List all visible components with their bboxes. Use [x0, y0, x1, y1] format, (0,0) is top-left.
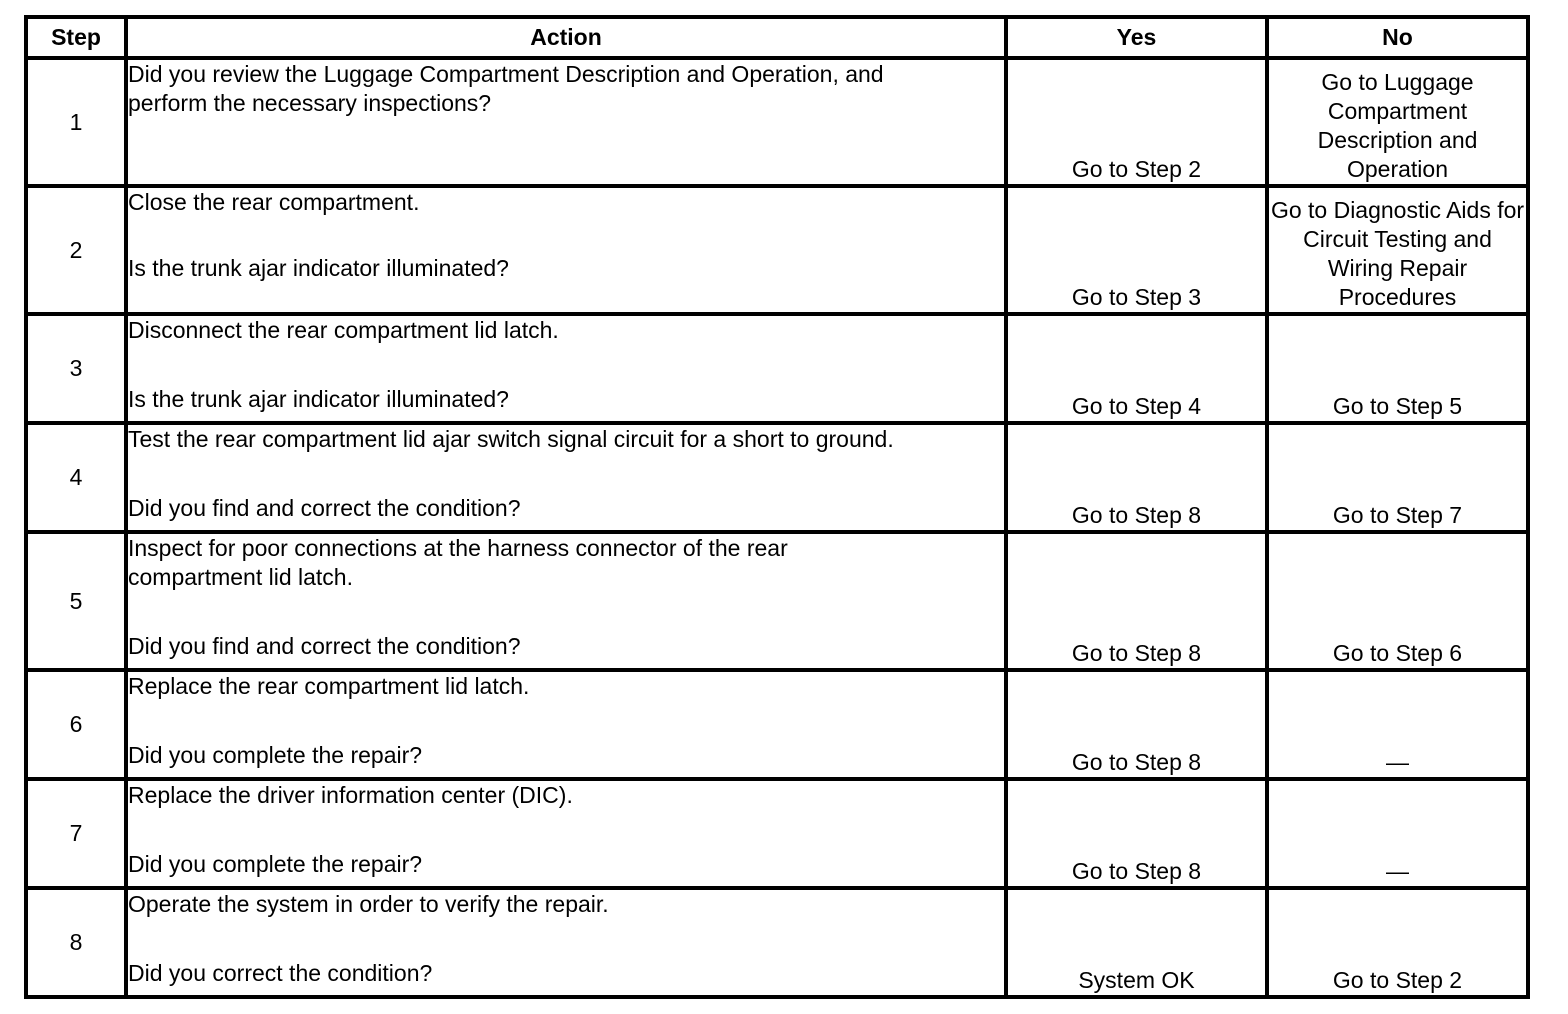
no-cell: —	[1267, 670, 1528, 779]
table-row	[26, 532, 1528, 670]
action-text: Did you review the Luggage Compartment Description and Operation, and perform the necessary inspections?	[128, 61, 884, 116]
step-number: 3	[26, 314, 126, 423]
header-no: No	[1267, 17, 1528, 58]
action-question: Did you find and correct the condition?	[128, 633, 521, 659]
step-number: 7	[26, 779, 126, 888]
header-yes: Yes	[1006, 17, 1267, 58]
table-row	[26, 670, 1528, 779]
action-question: Did you complete the repair?	[128, 851, 423, 877]
yes-cell: Go to Step 8	[1006, 532, 1267, 670]
yes-cell: Go to Step 2	[1006, 58, 1267, 186]
table-row	[26, 186, 1528, 314]
no-cell: Go to Step 2	[1267, 888, 1528, 997]
table-row	[26, 888, 1528, 997]
no-cell: Go to Step 6	[1267, 532, 1528, 670]
action-question: Did you correct the condition?	[128, 960, 433, 986]
action-cell	[126, 888, 1006, 997]
table-row	[26, 779, 1528, 888]
action-text: Operate the system in order to verify the repair.	[128, 891, 609, 917]
action-cell	[126, 670, 1006, 779]
step-number: 5	[26, 532, 126, 670]
action-cell	[126, 779, 1006, 888]
header-action: Action	[126, 17, 1006, 58]
table-row	[26, 423, 1528, 532]
action-question: Did you complete the repair?	[128, 742, 423, 768]
step-number: 6	[26, 670, 126, 779]
action-text: Inspect for poor connections at the harness connector of the rear compartment lid latch.	[128, 535, 788, 590]
diagnostic-table	[24, 15, 1530, 999]
no-cell: Go to Diagnostic Aids for Circuit Testing and Wiring Repair Procedures	[1267, 186, 1528, 314]
step-number: 2	[26, 186, 126, 314]
action-text: Test the rear compartment lid ajar switch signal circuit for a short to ground.	[128, 426, 894, 452]
action-cell	[126, 58, 1006, 186]
action-cell	[126, 314, 1006, 423]
table-row	[26, 58, 1528, 186]
header-step: Step	[26, 17, 126, 58]
no-cell: —	[1267, 779, 1528, 888]
yes-cell: Go to Step 8	[1006, 670, 1267, 779]
yes-cell: Go to Step 8	[1006, 779, 1267, 888]
step-number: 1	[26, 58, 126, 186]
yes-cell: Go to Step 8	[1006, 423, 1267, 532]
step-number: 8	[26, 888, 126, 997]
no-cell: Go to Step 5	[1267, 314, 1528, 423]
action-text: Replace the rear compartment lid latch.	[128, 673, 530, 699]
no-cell: Go to Luggage Compartment Description and Operation	[1267, 58, 1528, 186]
action-text: Replace the driver information center (DIC).	[128, 782, 573, 808]
step-number: 4	[26, 423, 126, 532]
no-cell: Go to Step 7	[1267, 423, 1528, 532]
action-cell	[126, 532, 1006, 670]
action-cell	[126, 186, 1006, 314]
action-question: Is the trunk ajar indicator illuminated?	[128, 386, 509, 412]
table-row	[26, 314, 1528, 423]
action-text: Disconnect the rear compartment lid latch.	[128, 317, 559, 343]
yes-cell: Go to Step 3	[1006, 186, 1267, 314]
header-row	[26, 17, 1528, 58]
action-question: Did you find and correct the condition?	[128, 495, 521, 521]
yes-cell: Go to Step 4	[1006, 314, 1267, 423]
action-question: Is the trunk ajar indicator illuminated?	[128, 255, 509, 281]
action-text: Close the rear compartment.	[128, 189, 420, 215]
yes-cell: System OK	[1006, 888, 1267, 997]
action-cell	[126, 423, 1006, 532]
